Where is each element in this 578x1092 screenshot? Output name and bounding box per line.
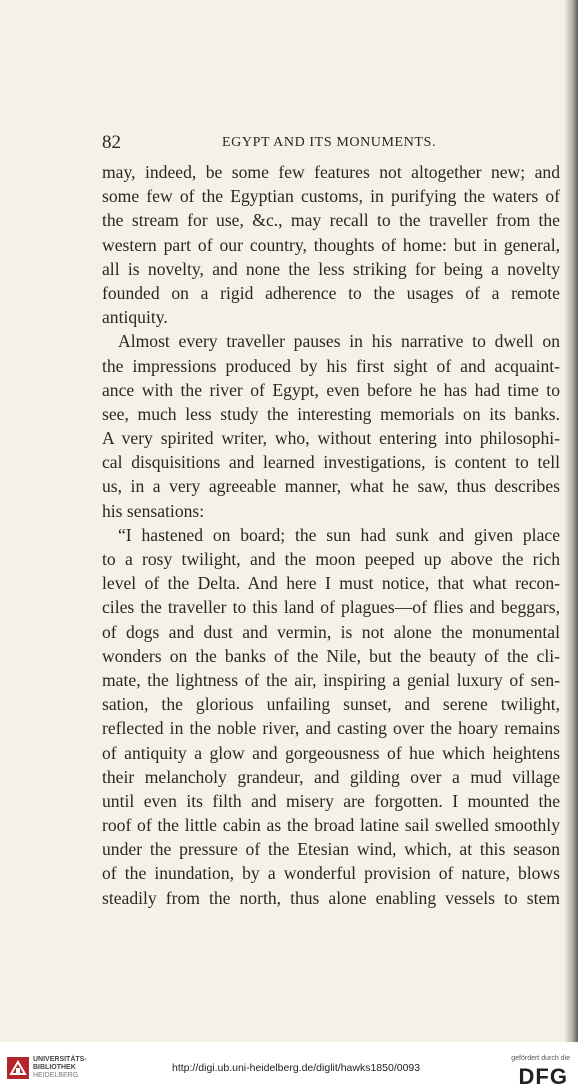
page-header (102, 132, 564, 156)
university-library-logo-icon (6, 1056, 30, 1080)
text-line: all is novelty, and none the less striking for being a novelty (102, 258, 560, 279)
text-line: to a rosy twilight, and the moon peeped up above the rich (102, 549, 560, 569)
text-line: roof of the little cabin as the broad latine sail swelled smoothly (102, 815, 560, 836)
text-line: wonders on the banks of the Nile, but the beauty of the cli- (102, 645, 560, 666)
text-line: reflected in the noble river, and casting over the hoary remains (102, 718, 560, 739)
text-line: may, indeed, be some few features not altogether new; and (102, 162, 560, 182)
text-line: see, much less study the interesting memorials on its banks. (102, 403, 560, 424)
library-name-line: HEIDELBERG (33, 1072, 79, 1079)
text-line: the impressions produced by his first sight of and acquaint- (102, 355, 560, 376)
text-line: level of the Delta. And here I must notice, that what recon- (102, 573, 560, 594)
page-edge-shadow (564, 0, 578, 1042)
source-url-link[interactable]: http://digi.ub.uni-heidelberg.de/diglit/hawks1850/0093 (172, 1062, 421, 1074)
library-name (33, 1056, 87, 1080)
running-title: EGYPT AND ITS MONUMENTS. (222, 135, 437, 150)
text-line: some few of the Egyptian customs, in purifying the waters of (102, 186, 560, 207)
text-line: his sensations: (102, 500, 205, 521)
text-line: their melancholy grandeur, and gilding over a mud village (102, 766, 560, 787)
text-line: “I hastened on board; the sun had sunk and given place (118, 524, 560, 545)
text-line: mate, the lightness of the air, inspiring a genial luxury of sen- (102, 669, 560, 690)
text-line: of dogs and dust and vermin, is not alone the monumental (102, 621, 560, 642)
text-line: ciles the traveller to this land of plagues—of flies and beggars, (102, 597, 560, 618)
text-line: ance with the river of Egypt, even before he has had time to (102, 379, 560, 400)
library-name-line: BIBLIOTHEK (33, 1064, 76, 1071)
text-line: western part of our country, thoughts of home: but in general, (102, 234, 560, 255)
funded-by-label: gefördert durch die (511, 1055, 570, 1062)
text-line: founded on a rigid adherence to the usages of a remote (102, 282, 560, 303)
body-text (102, 160, 560, 910)
text-line: of antiquity a glow and gorgeousness of hue which heightens (102, 742, 560, 763)
text-line: cal disquisitions and learned investigations, is content to tell (102, 452, 560, 473)
text-line: us, in a very agreeable manner, what he saw, thus describes (102, 476, 560, 497)
text-line: the stream for use, &c., may recall to the traveller from the (102, 210, 560, 231)
dfg-logo: DFG (518, 1064, 568, 1089)
text-line: A very spirited writer, who, without entering into philosophi- (102, 428, 560, 449)
text-line: under the pressure of the Etesian wind, which, at this season (102, 839, 560, 860)
text-line: until even its filth and misery are forgotten. I mounted the (102, 790, 560, 811)
text-line: sation, the glorious unfailing sunset, and serene twilight, (102, 694, 560, 715)
text-line: Almost every traveller pauses in his narrative to dwell on (118, 331, 560, 352)
digitization-footer (0, 1042, 578, 1092)
text-line: antiquity. (102, 307, 168, 328)
page-number: 82 (102, 132, 121, 153)
library-name-line: UNIVERSITÄTS- (33, 1056, 87, 1063)
text-line: of the inundation, by a wonderful provision of nature, blows (102, 863, 560, 884)
text-line: steadily from the north, thus alone enabling vessels to stem (102, 887, 560, 908)
